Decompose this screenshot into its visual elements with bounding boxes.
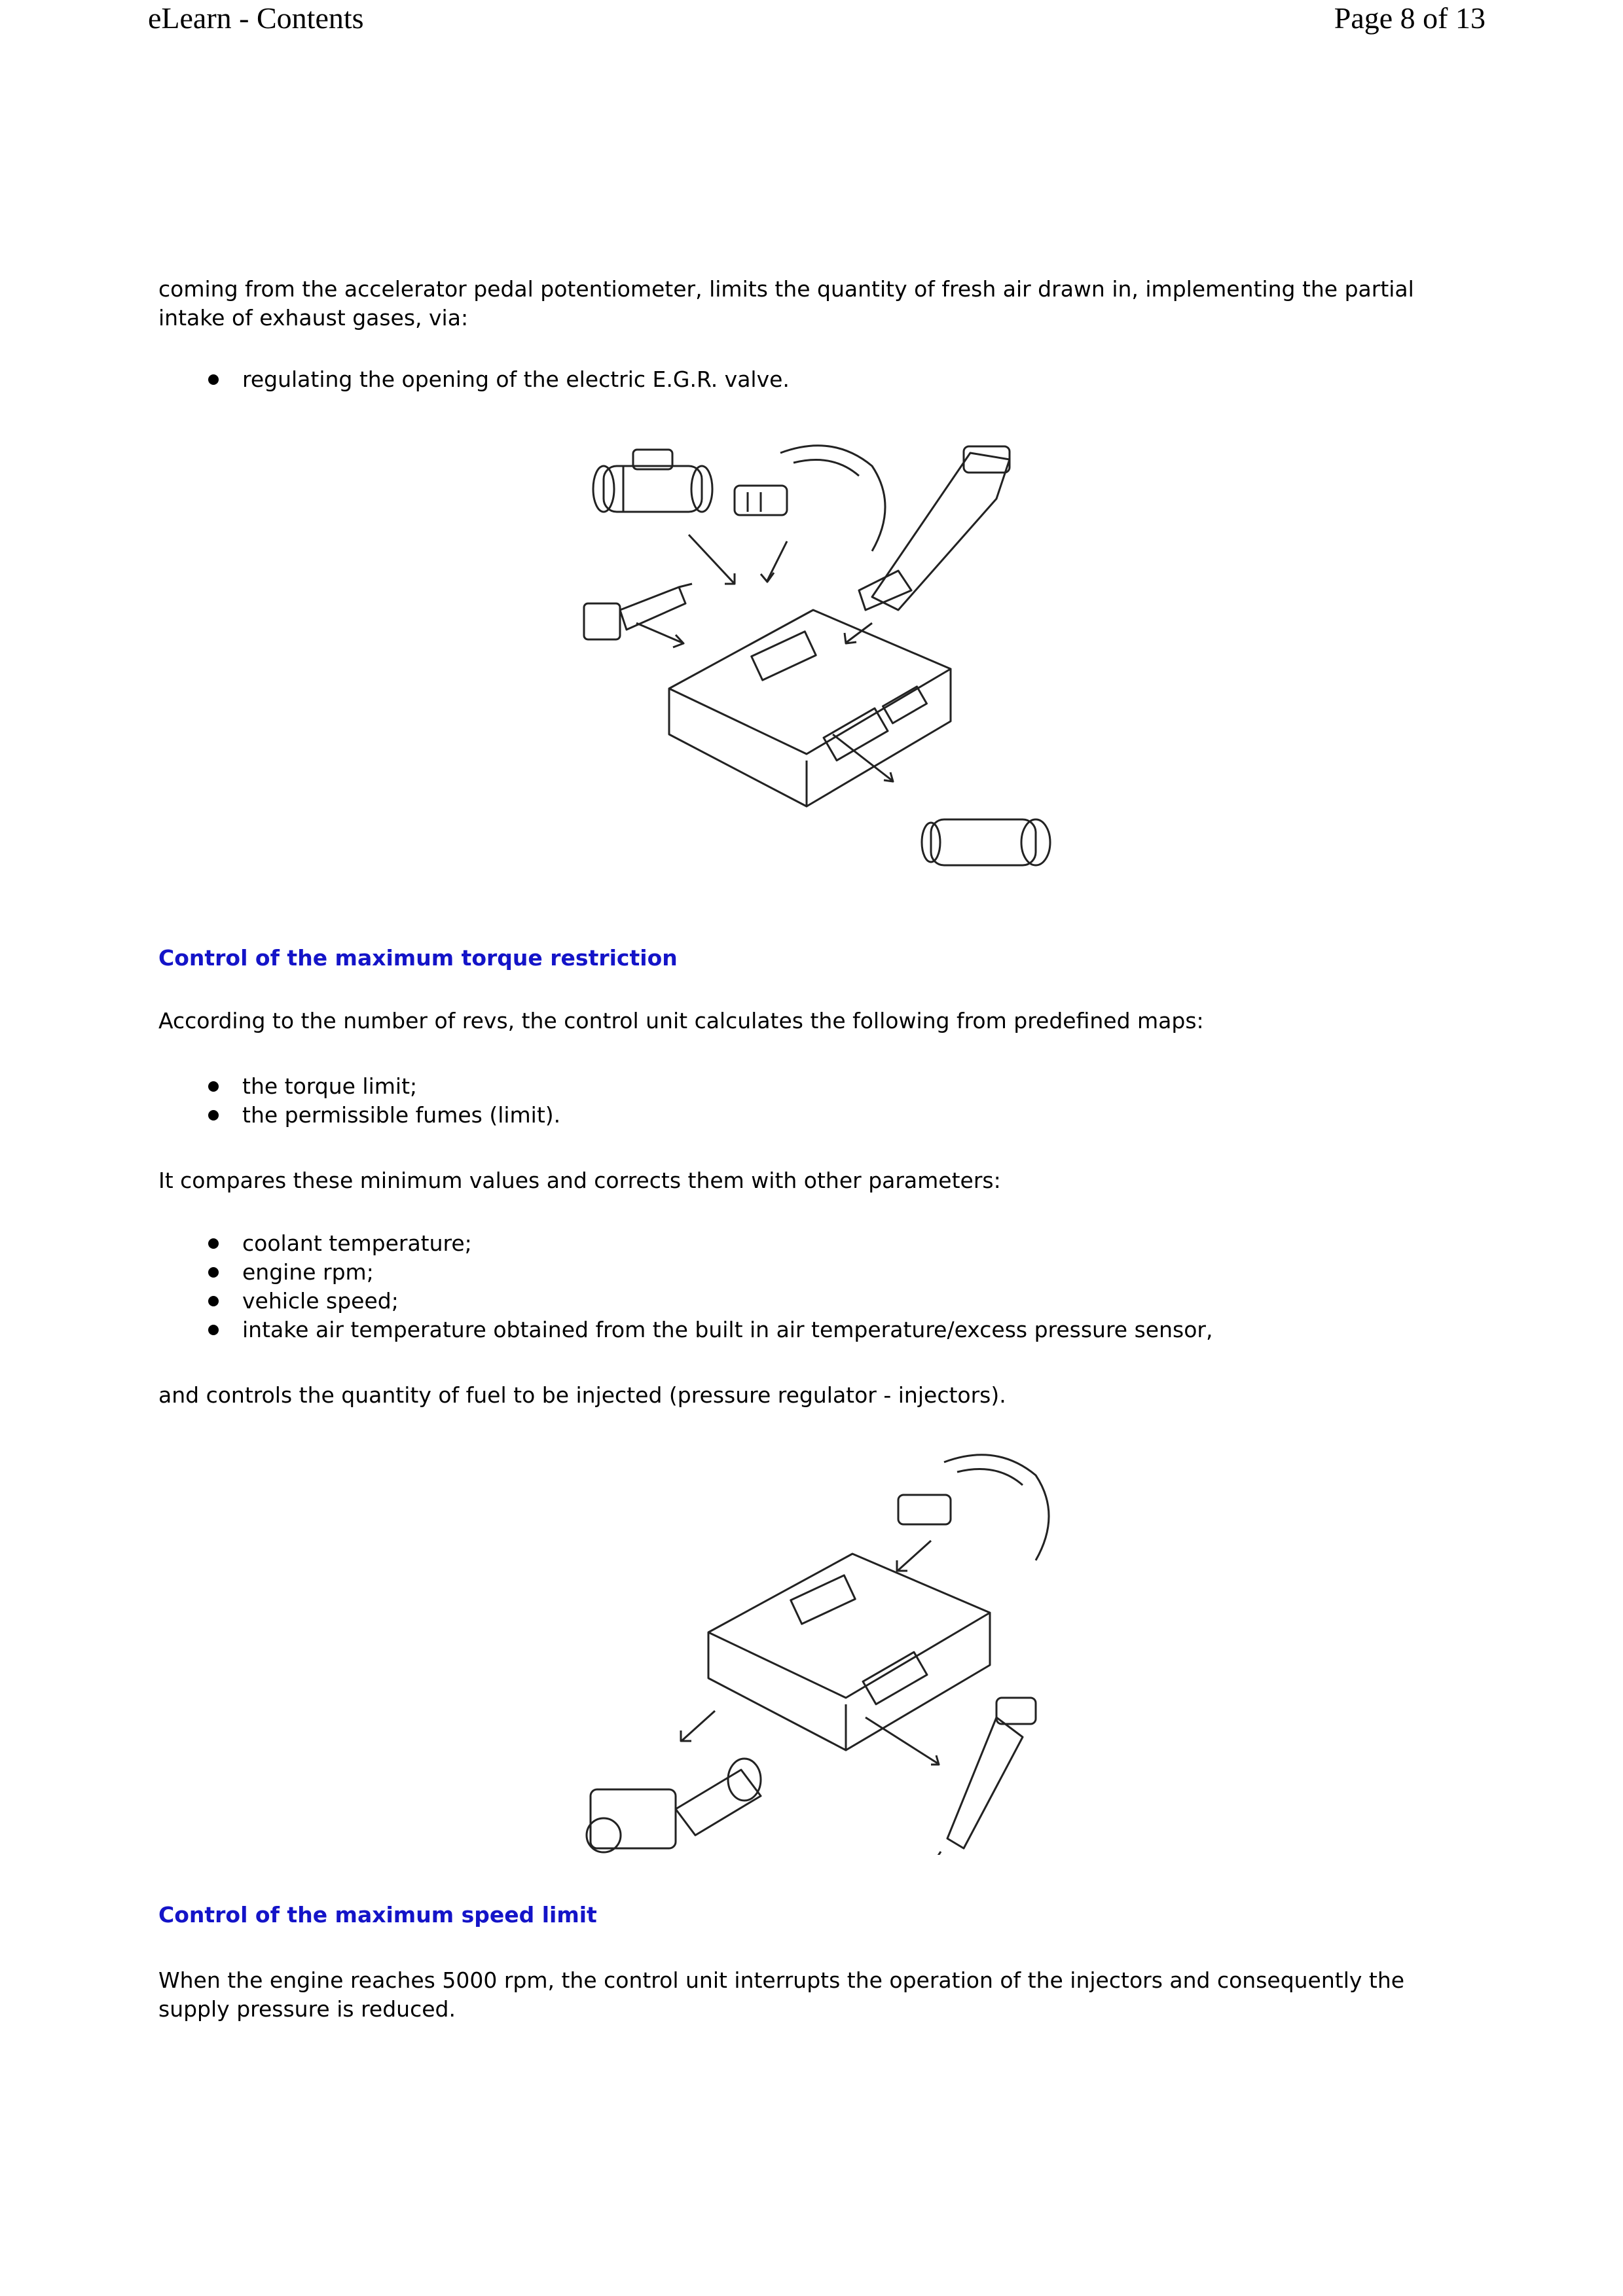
injector-illustration (934, 1698, 1036, 1855)
list-item: the torque limit; (158, 1072, 1468, 1101)
list-item: regulating the opening of the electric E.G.R. valve. (158, 365, 1468, 394)
list-item: engine rpm; (158, 1258, 1468, 1287)
torque-paragraph-1: According to the number of revs, the control unit calculates the following from predefined maps: (158, 1008, 1204, 1033)
list-item: coolant temperature; (158, 1229, 1468, 1258)
speed-heading: Control of the maximum speed limit (158, 1902, 597, 1928)
page-number: Page 8 of 13 (1334, 1, 1486, 35)
rpm-sensor-illustration (735, 446, 885, 551)
torque-heading: Control of the maximum torque restriction (158, 945, 678, 971)
list-item: vehicle speed; (158, 1287, 1468, 1316)
document-body (158, 275, 1468, 2024)
ecu-outputs-figure (577, 1436, 1062, 1855)
torque-paragraph-2: It compares these minimum values and corrects them with other parameters: (158, 1168, 1001, 1193)
ecu-illustration (708, 1554, 990, 1750)
temperature-sensor-illustration (584, 584, 692, 639)
torque-list-2 (158, 1229, 1468, 1344)
airflow-meter-illustration (593, 450, 712, 512)
header-title: eLearn - Contents (148, 1, 364, 35)
rpm-sensor-illustration (898, 1455, 1049, 1560)
ecu-inputs-figure (577, 427, 1062, 885)
list-item: intake air temperature obtained from the built in air temperature/excess pressure sensor, (158, 1316, 1468, 1344)
intro-paragraph: coming from the accelerator pedal potentiometer, limits the quantity of fresh air drawn in, implementing the partial intake of exhaust gases, via: (158, 276, 1414, 331)
torque-paragraph-3: and controls the quantity of fuel to be injected (pressure regulator - injectors). (158, 1382, 1006, 1408)
signal-arrows (636, 535, 893, 781)
list-item: the permissible fumes (limit). (158, 1101, 1468, 1130)
egr-valve-illustration (922, 819, 1050, 865)
pressure-regulator-illustration (587, 1759, 761, 1852)
torque-list-1 (158, 1072, 1468, 1130)
intro-list (158, 365, 1468, 394)
speed-paragraph: When the engine reaches 5000 rpm, the control unit interrupts the operation of the injectors and consequently the supply pressure is reduced. (158, 1967, 1405, 2022)
ecu-illustration (669, 610, 951, 806)
